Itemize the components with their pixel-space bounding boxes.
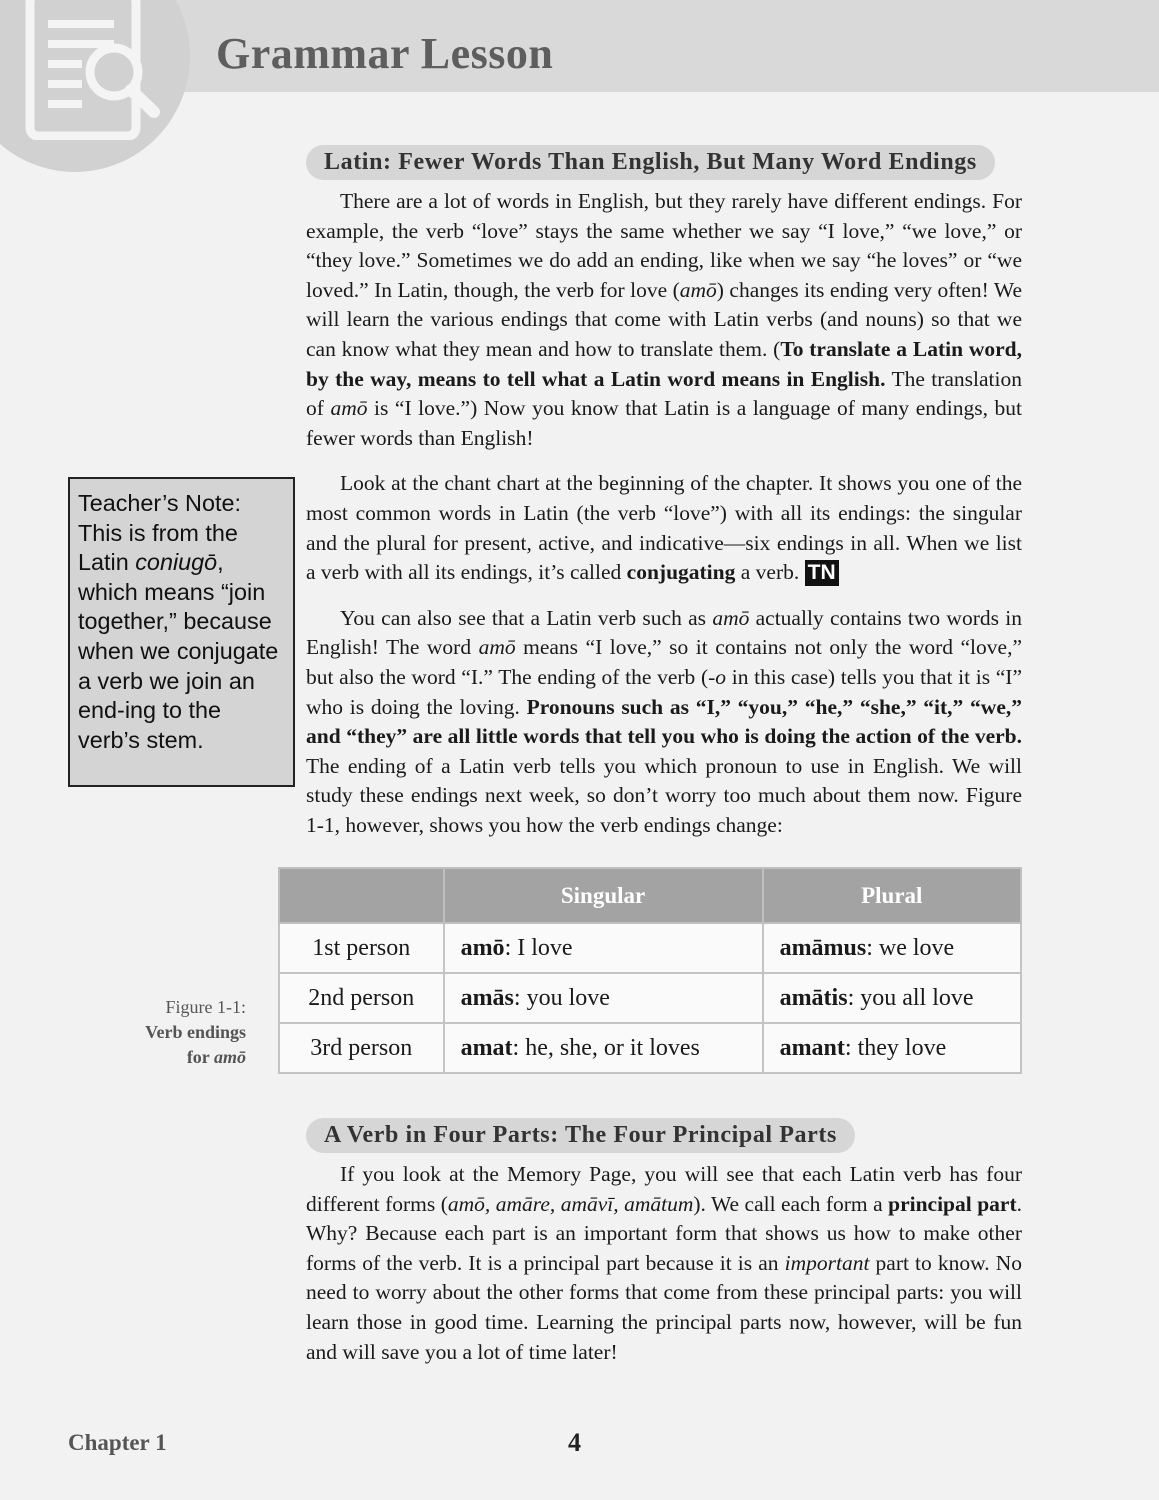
person-cell: 2nd person — [279, 973, 444, 1023]
teacher-note-badge: TN — [805, 560, 839, 586]
plural-cell — [763, 923, 1021, 973]
page-title: Grammar Lesson — [216, 29, 554, 78]
section-heading-word-endings: Latin: Fewer Words Than English, But Many Word Endings — [306, 145, 995, 180]
singular-cell — [444, 923, 763, 973]
section-1-body — [306, 187, 1022, 840]
table-row — [279, 923, 1021, 973]
footer-chapter: Chapter 1 — [68, 1430, 167, 1455]
paragraph-3: You can also see that a Latin verb such as amō actually contains two words in English! The word amō means “I love,” so it contains not only the word “love,” but also the word “I.” The ending of the verb (-o in this case) tells you that it is “I” who is doing the loving. Pronouns such as “I,” “you,” “he,” “she,” “it,” “we,” and “they” are all little words that tell you who is doing the action of the verb. The ending of a Latin verb tells you which pronoun to use in English. We will study these endings next week, so don’t worry too much about them now. Figure 1-1, however, shows you how the verb endings change: — [306, 605, 1022, 837]
figure-caption-title: Verb endings — [145, 1022, 246, 1042]
latin-form: amant — [779, 1034, 845, 1061]
teacher-note-box — [68, 477, 295, 787]
translation: : he, she, or it loves — [512, 1034, 700, 1061]
translation: : you all love — [847, 984, 974, 1011]
table-row — [279, 973, 1021, 1023]
table-row — [279, 1023, 1021, 1073]
translation: : they love — [844, 1034, 947, 1061]
figure-caption — [110, 995, 246, 1070]
page-number: 4 — [568, 1428, 581, 1457]
paragraph-4: If you look at the Memory Page, you will see that each Latin verb has four different forms (amō, amāre, amāvī, amātum). We call each form a principal part. Why? Because each part is an important form that shows us how to make other forms of the verb. It is a principal part because it is an important part to know. No need to worry about the other forms that come from these principal parts: you will learn those in good time. Learning the principal parts now, however, will be fun and will save you a lot of time later! — [306, 1162, 1022, 1364]
translation: : I love — [504, 934, 573, 961]
verb-endings-table — [278, 867, 1022, 1074]
figure-caption-for: for amō — [186, 1047, 246, 1067]
singular-cell — [444, 1023, 763, 1073]
table-header-singular: Singular — [444, 868, 763, 923]
translation: : you love — [513, 984, 610, 1011]
person-cell: 3rd person — [279, 1023, 444, 1073]
translation: : we love — [866, 934, 955, 961]
figure-caption-label: Figure 1-1: — [165, 997, 246, 1017]
teacher-note-text: Teacher’s Note: This is from the Latin coniugō, which means “join together,” because when we conjugate a verb we join an end-ing to the verb’s stem. — [78, 490, 279, 753]
singular-cell — [444, 973, 763, 1023]
table-header-plural: Plural — [763, 868, 1021, 923]
latin-form: amō — [460, 934, 505, 961]
section-heading-principal-parts: A Verb in Four Parts: The Four Principal Parts — [306, 1118, 855, 1153]
plural-cell — [763, 973, 1021, 1023]
document-search-icon — [22, 0, 162, 140]
paragraph-2: Look at the chant chart at the beginning of the chapter. It shows you one of the most common words in Latin (the verb “love”) with all its endings: the singular and the plural for present, active, and indicative—six endings in all. When we list a verb with all its endings, it’s called conjugating a verb. TN — [306, 471, 1022, 585]
latin-form: amātis — [779, 984, 848, 1011]
section-2-body — [306, 1160, 1022, 1367]
plural-cell — [763, 1023, 1021, 1073]
latin-form: amāmus — [779, 934, 867, 961]
latin-form: amat — [460, 1034, 513, 1061]
table-header-row — [279, 868, 1021, 923]
latin-form: amās — [460, 984, 514, 1011]
person-cell: 1st person — [279, 923, 444, 973]
table-header-blank — [279, 868, 444, 923]
paragraph-1: There are a lot of words in English, but they rarely have different endings. For example, the verb “love” stays the same whether we say “I love,” “we love,” or “they love.” Sometimes we do add an ending, like when we say “he loves” or “we loved.” In Latin, though, the verb for love (amō) changes its ending very often! We will learn the various endings that come with Latin verbs (and nouns) so that we can know what they mean and how to translate them. (To translate a Latin word, by the way, means to tell what a Latin word means in English. The translation of amō is “I love.”) Now you know that Latin is a language of many endings, but fewer words than English! — [306, 189, 1023, 450]
